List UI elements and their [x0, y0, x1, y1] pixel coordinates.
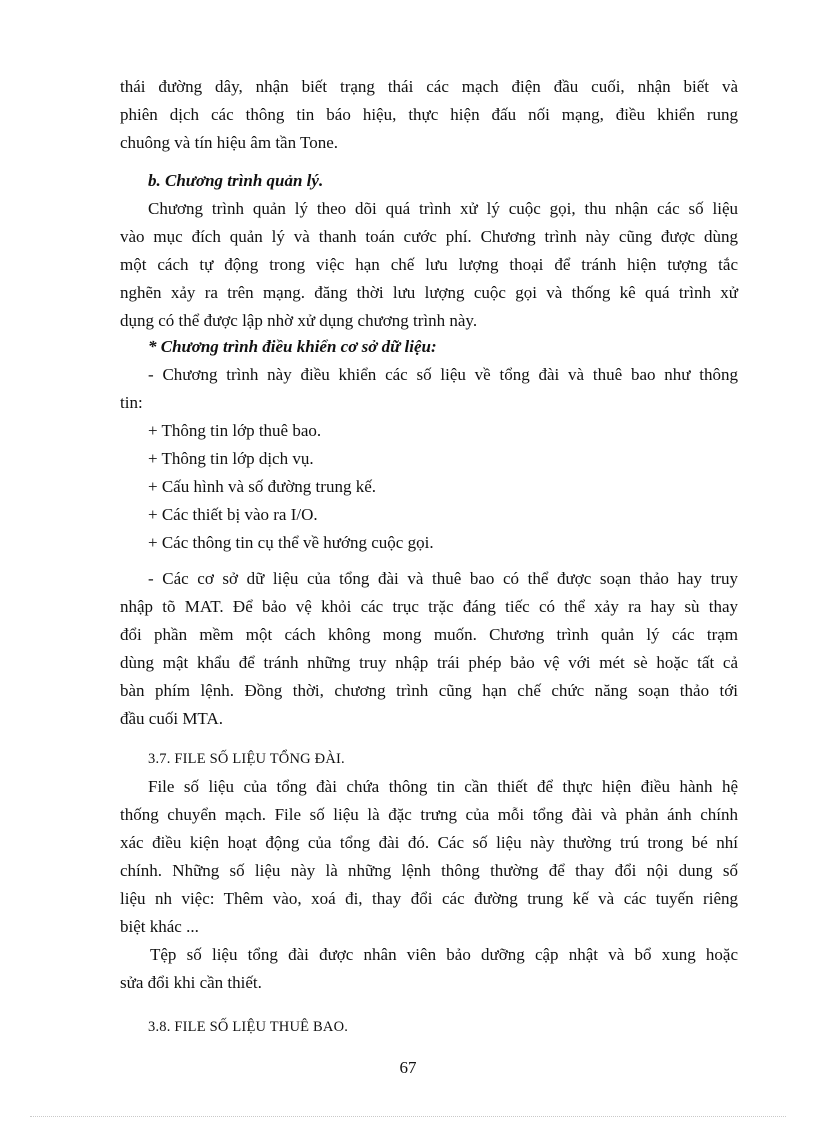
section-heading: b. Chương trình quản lý. [148, 171, 324, 190]
list-item: + Các thiết bị vào ra I/O. [148, 505, 318, 524]
list-item: + Thông tin lớp dịch vụ. [148, 449, 314, 468]
text-line: biệt khác ... [120, 917, 199, 936]
page-number: 67 [399, 1058, 417, 1077]
text-line: File số liệu của tổng đài chứa thông tin cần thiết để thực hiện điều hành hệ [148, 777, 738, 796]
text-line: tin: [120, 393, 143, 412]
text-line: xác điều kiện hoạt động của tổng đài đó. Các số liệu này thường trú trong bé nhí [120, 833, 738, 852]
text-line: Tệp số liệu tổng đài được nhân viên bảo dưỡng cập nhật và bổ xung hoặc [150, 945, 738, 964]
text-line: chính. Những số liệu này là những lệnh thông thường để thay đổi nội dung số [120, 861, 738, 880]
text-line: vào mục đích quản lý và thanh toán cước phí. Chương trình này cũng được dùng [120, 227, 738, 246]
list-item: + Cấu hình và số đường trung kế. [148, 477, 376, 496]
section-heading-3-8: 3.8. FILE SỐ LIỆU THUÊ BAO. [148, 1019, 349, 1035]
text-line: - Các cơ sở dữ liệu của tổng đài và thuê bao có thể được soạn thảo hay truy [148, 569, 738, 588]
subsection-heading: * Chương trình điều khiển cơ sở dữ liệu: [148, 337, 437, 356]
text-line: bàn phím lệnh. Đồng thời, chương trình cũng hạn chế chức năng soạn thảo tới [120, 681, 738, 700]
text-line: nghẽn xảy ra trên mạng. đăng thời lưu lượng cuộc gọi và thống kê quá trình xử [120, 283, 738, 302]
footer-dotted-rule [30, 1116, 786, 1117]
list-item: + Các thông tin cụ thể về hướng cuộc gọi. [148, 533, 434, 552]
text-line: chuông và tín hiệu âm tần Tone. [120, 133, 339, 152]
text-line: thống chuyển mạch. File số liệu là đặc trưng của mỗi tổng đài và phản ánh chính [120, 805, 738, 824]
text-line: thái đường dây, nhận biết trạng thái các mạch điện đầu cuối, nhận biết và [120, 77, 738, 96]
text-line: một cách tự động trong việc hạn chế lưu lượng thoại để tránh hiện tượng tắc [120, 255, 738, 274]
text-line: dụng có thể được lập nhờ xử dụng chương trình này. [120, 311, 478, 330]
section-heading-3-7: 3.7. FILE SỐ LIỆU TỔNG ĐÀI. [148, 751, 345, 767]
text-line: Chương trình quản lý theo dõi quá trình xử lý cuộc gọi, thu nhận các số liệu [148, 199, 738, 218]
text-line: sửa đổi khi cần thiết. [120, 973, 262, 992]
text-line: nhập tõ MAT. Để bảo vệ khỏi các trục trặc đáng tiếc có thể xảy ra hay sù thay [120, 597, 738, 616]
text-line: dùng mật khẩu để tránh những truy nhập trái phép bảo vệ với mét sè hoặc tất cả [120, 653, 738, 672]
text-line: liệu nh việc: Thêm vào, xoá đi, thay đổi các đường trung kế và các tuyến riêng [120, 889, 738, 908]
text-line: đầu cuối MTA. [120, 709, 223, 728]
text-line: đổi phần mềm một cách không mong muốn. Chương trình quản lý các trạm [120, 625, 738, 644]
text-line: - Chương trình này điều khiển các số liệu về tổng đài và thuê bao như thông [148, 365, 738, 384]
text-line: phiên dịch các thông tin báo hiệu, thực hiện đấu nối mạng, điều khiển rung [120, 105, 738, 124]
list-item: + Thông tin lớp thuê bao. [148, 421, 322, 440]
